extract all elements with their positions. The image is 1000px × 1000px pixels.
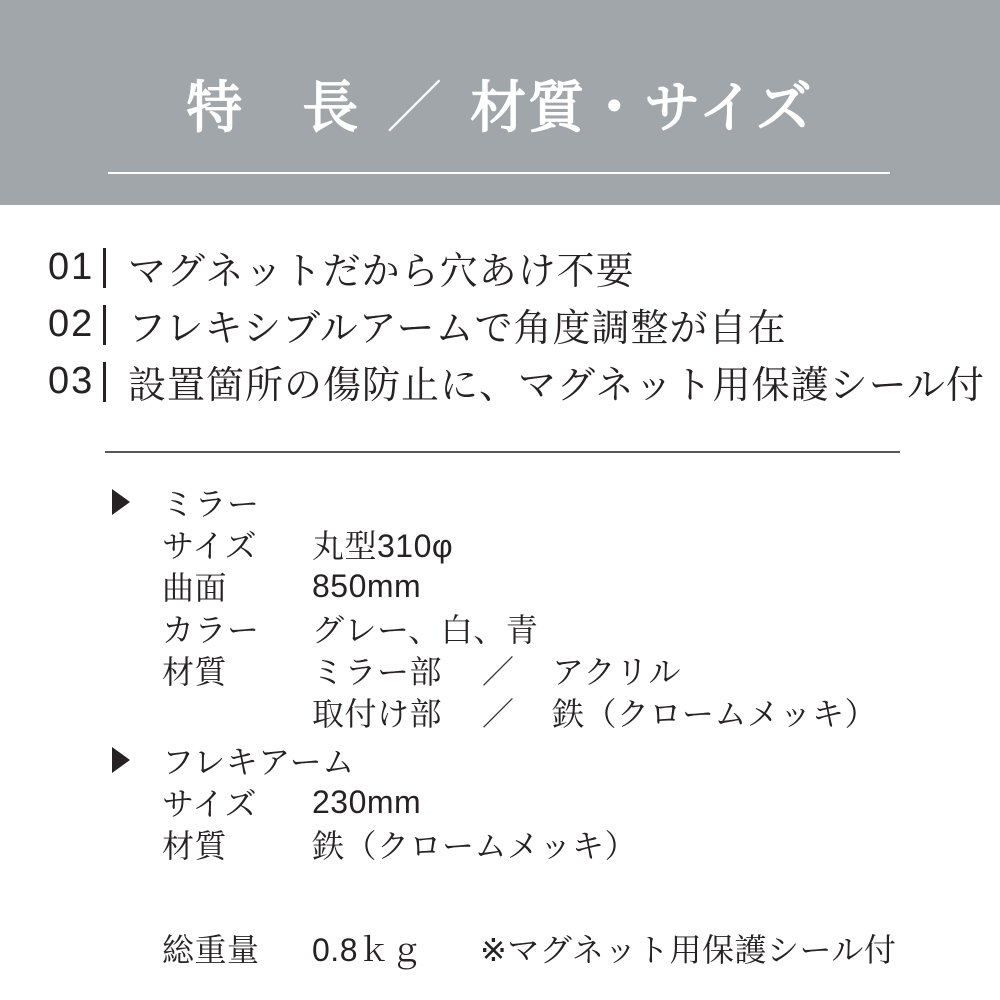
separator-bar: [103, 362, 106, 402]
spec-heading-mirror: [112, 481, 1000, 523]
banner-underline: [108, 172, 890, 174]
feature-text: マグネットだから穴あけ不要: [128, 251, 635, 293]
spec-label: サイズ: [162, 528, 257, 564]
feature-text: 設置箇所の傷防止に、マグネット用保護シール付: [128, 365, 985, 407]
spec-value: 230mm: [312, 783, 422, 820]
feature-number: 03: [48, 360, 95, 402]
spec-row-size: [162, 523, 1000, 565]
spec-part: ミラー部: [312, 654, 443, 690]
title-material-size: 材質・サイズ: [470, 76, 814, 139]
spec-value: グレー、白、青: [312, 612, 539, 648]
page-title: [0, 76, 1000, 139]
triangle-bullet-icon: [112, 747, 130, 773]
features-list: [0, 205, 1000, 410]
spec-value: アクリル: [552, 654, 682, 690]
spec-label: サイズ: [162, 786, 257, 822]
spec-value: 鉄（クロームメッキ）: [552, 696, 878, 732]
spec-part: 取付け部: [312, 696, 443, 732]
slash-separator: ／: [482, 654, 515, 690]
protective-seal-note: ※マグネット用保護シール付: [480, 932, 897, 968]
spec-label: 材質: [162, 654, 228, 690]
spec-label: 材質: [162, 828, 228, 864]
spec-row-material-mount: [162, 691, 1000, 733]
header-banner: [0, 0, 1000, 205]
spec-row-curve: [162, 565, 1000, 607]
spec-heading-label: ミラー: [162, 486, 260, 522]
spec-heading-flex-arm: [112, 739, 1000, 781]
spec-row-arm-material: [162, 823, 1000, 865]
separator-bar: [103, 248, 106, 288]
feature-item-03: [48, 353, 1000, 410]
slash-separator: ／: [482, 696, 515, 732]
separator-bar: [103, 305, 106, 345]
spec-value: 丸型310φ: [312, 528, 454, 564]
spec-label: 総重量: [162, 932, 260, 968]
feature-number: 01: [48, 246, 95, 288]
feature-text: フレキシブルアームで角度調整が自在: [128, 308, 787, 350]
feature-number: 02: [48, 303, 95, 345]
title-features: 特 長: [186, 76, 361, 139]
spec-value: 850mm: [312, 567, 422, 604]
spec-heading-label: フレキアーム: [162, 744, 355, 780]
spec-row-total-weight: [162, 927, 1000, 969]
title-separator-slash: ／: [386, 76, 445, 139]
spec-label: 曲面: [162, 570, 228, 606]
spec-row-material-mirror: [162, 649, 1000, 691]
specs-section: [0, 453, 1000, 969]
spec-value: 鉄（クロームメッキ）: [312, 828, 638, 864]
spec-row-color: [162, 607, 1000, 649]
feature-item-01: [48, 239, 1000, 296]
spec-value: 0.8ｋｇ: [312, 932, 423, 968]
triangle-bullet-icon: [112, 489, 130, 515]
spec-label: カラー: [162, 612, 260, 648]
spec-row-arm-size: [162, 781, 1000, 823]
feature-item-02: [48, 296, 1000, 353]
